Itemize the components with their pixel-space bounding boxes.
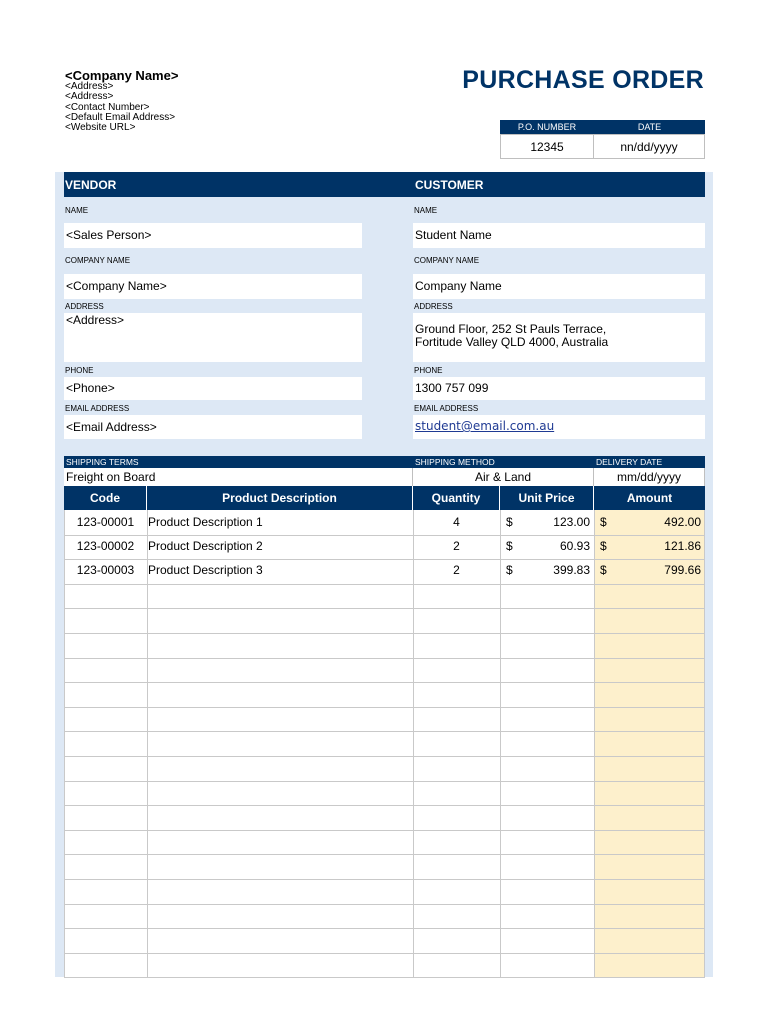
grid-row-divider <box>64 707 705 708</box>
customer-company-field[interactable]: Company Name <box>413 274 705 299</box>
row-2-amount-currency: $ <box>600 539 607 553</box>
delivery-date-field[interactable]: mm/dd/yyyy <box>594 468 705 486</box>
customer-name-label: NAME <box>414 206 438 215</box>
grid-row-divider <box>64 928 705 929</box>
grid-row-divider <box>64 584 705 585</box>
po-number-label: P.O. NUMBER <box>500 120 594 134</box>
company-contact-number: <Contact Number> <box>65 102 150 113</box>
row-1-amount: 492.00 <box>664 515 701 529</box>
col-header-unit-price: Unit Price <box>500 486 594 510</box>
row-2-unit-price[interactable]: 60.93 <box>559 539 590 553</box>
customer-email-field[interactable] <box>413 415 705 439</box>
customer-email-label: EMAIL ADDRESS <box>414 404 479 413</box>
vendor-address-field[interactable]: <Address> <box>64 313 362 362</box>
grid-row-divider <box>64 904 705 905</box>
grid-row-divider <box>64 731 705 732</box>
company-name: <Company Name> <box>65 68 179 83</box>
grid-column-divider <box>500 510 501 978</box>
vendor-name-field[interactable]: <Sales Person> <box>64 223 362 248</box>
customer-address-label: ADDRESS <box>414 302 453 311</box>
shipping-terms-label: SHIPPING TERMS <box>64 456 413 468</box>
company-address-1: <Address> <box>65 81 114 92</box>
col-header-amount: Amount <box>594 486 705 510</box>
customer-email-link[interactable]: student@email.com.au <box>415 419 555 433</box>
vendor-company-label: COMPANY NAME <box>65 256 131 265</box>
col-header-quantity: Quantity <box>413 486 500 510</box>
grid-row-divider <box>64 805 705 806</box>
customer-name-field[interactable]: Student Name <box>413 223 705 248</box>
grid-row-divider <box>64 658 705 659</box>
row-3-amount: 799.66 <box>664 563 701 577</box>
vendor-address-label: ADDRESS <box>65 302 104 311</box>
grid-row-divider <box>64 879 705 880</box>
company-email: <Default Email Address> <box>65 112 176 123</box>
grid-row-divider <box>64 953 705 954</box>
grid-row-divider <box>64 977 705 978</box>
row-2-amount: 121.86 <box>664 539 701 553</box>
customer-company-label: COMPANY NAME <box>414 256 480 265</box>
grid-column-divider <box>704 510 705 978</box>
row-3-amount-currency: $ <box>600 563 607 577</box>
grid-row-divider <box>64 781 705 782</box>
row-3-code[interactable]: 123-00003 <box>76 563 135 577</box>
delivery-date-label: DELIVERY DATE <box>594 456 705 468</box>
col-header-code: Code <box>64 486 147 510</box>
company-address-2: <Address> <box>65 91 114 102</box>
customer-address-line-1: Ground Floor, 252 St Pauls Terrace, <box>415 322 607 336</box>
shipping-terms-field[interactable]: Freight on Board <box>64 468 413 486</box>
row-1-quantity[interactable]: 4 <box>453 515 460 529</box>
row-2-unit-price-currency: $ <box>506 539 513 553</box>
row-1-unit-price[interactable]: 123.00 <box>553 515 590 529</box>
customer-address-line-2: Fortitude Valley QLD 4000, Australia <box>415 335 609 349</box>
vendor-email-field[interactable]: <Email Address> <box>64 415 362 439</box>
grid-row-divider <box>64 854 705 855</box>
grid-row-divider <box>64 756 705 757</box>
po-info-box <box>500 120 705 160</box>
customer-phone-field[interactable]: 1300 757 099 <box>413 377 705 400</box>
vendor-phone-field[interactable]: <Phone> <box>64 377 362 400</box>
vendor-name-label: NAME <box>65 206 89 215</box>
row-1-unit-price-currency: $ <box>506 515 513 529</box>
document-title: PURCHASE ORDER <box>462 66 704 94</box>
vendor-heading: VENDOR <box>65 178 117 192</box>
grid-row-divider <box>64 633 705 634</box>
vendor-email-label: EMAIL ADDRESS <box>65 404 130 413</box>
vendor-company-field[interactable]: <Company Name> <box>64 274 362 299</box>
customer-heading: CUSTOMER <box>415 178 484 192</box>
vendor-customer-header <box>64 172 705 197</box>
grid-column-divider <box>594 510 595 978</box>
row-3-unit-price[interactable]: 399.83 <box>553 563 590 577</box>
grid-row-divider <box>64 608 705 609</box>
date-field[interactable]: nn/dd/yyyy <box>593 134 705 159</box>
shipping-method-field[interactable]: Air & Land <box>413 468 594 486</box>
row-1-description[interactable]: Product Description 1 <box>148 515 263 529</box>
grid-row-divider <box>64 830 705 831</box>
shipping-method-label: SHIPPING METHOD <box>413 456 594 468</box>
row-2-description[interactable]: Product Description 2 <box>148 539 263 553</box>
col-header-description: Product Description <box>147 486 413 510</box>
grid-row-divider <box>64 682 705 683</box>
row-2-quantity[interactable]: 2 <box>453 539 460 553</box>
row-3-quantity[interactable]: 2 <box>453 563 460 577</box>
row-1-amount-currency: $ <box>600 515 607 529</box>
vendor-phone-label: PHONE <box>65 366 94 375</box>
row-3-description[interactable]: Product Description 3 <box>148 563 263 577</box>
po-number-field[interactable]: 12345 <box>500 134 594 159</box>
date-label: DATE <box>594 120 705 134</box>
row-1-code[interactable]: 123-00001 <box>76 515 135 529</box>
company-website: <Website URL> <box>65 122 136 133</box>
customer-phone-label: PHONE <box>414 366 443 375</box>
customer-address-field[interactable] <box>413 313 705 362</box>
row-3-unit-price-currency: $ <box>506 563 513 577</box>
row-2-code[interactable]: 123-00002 <box>76 539 135 553</box>
